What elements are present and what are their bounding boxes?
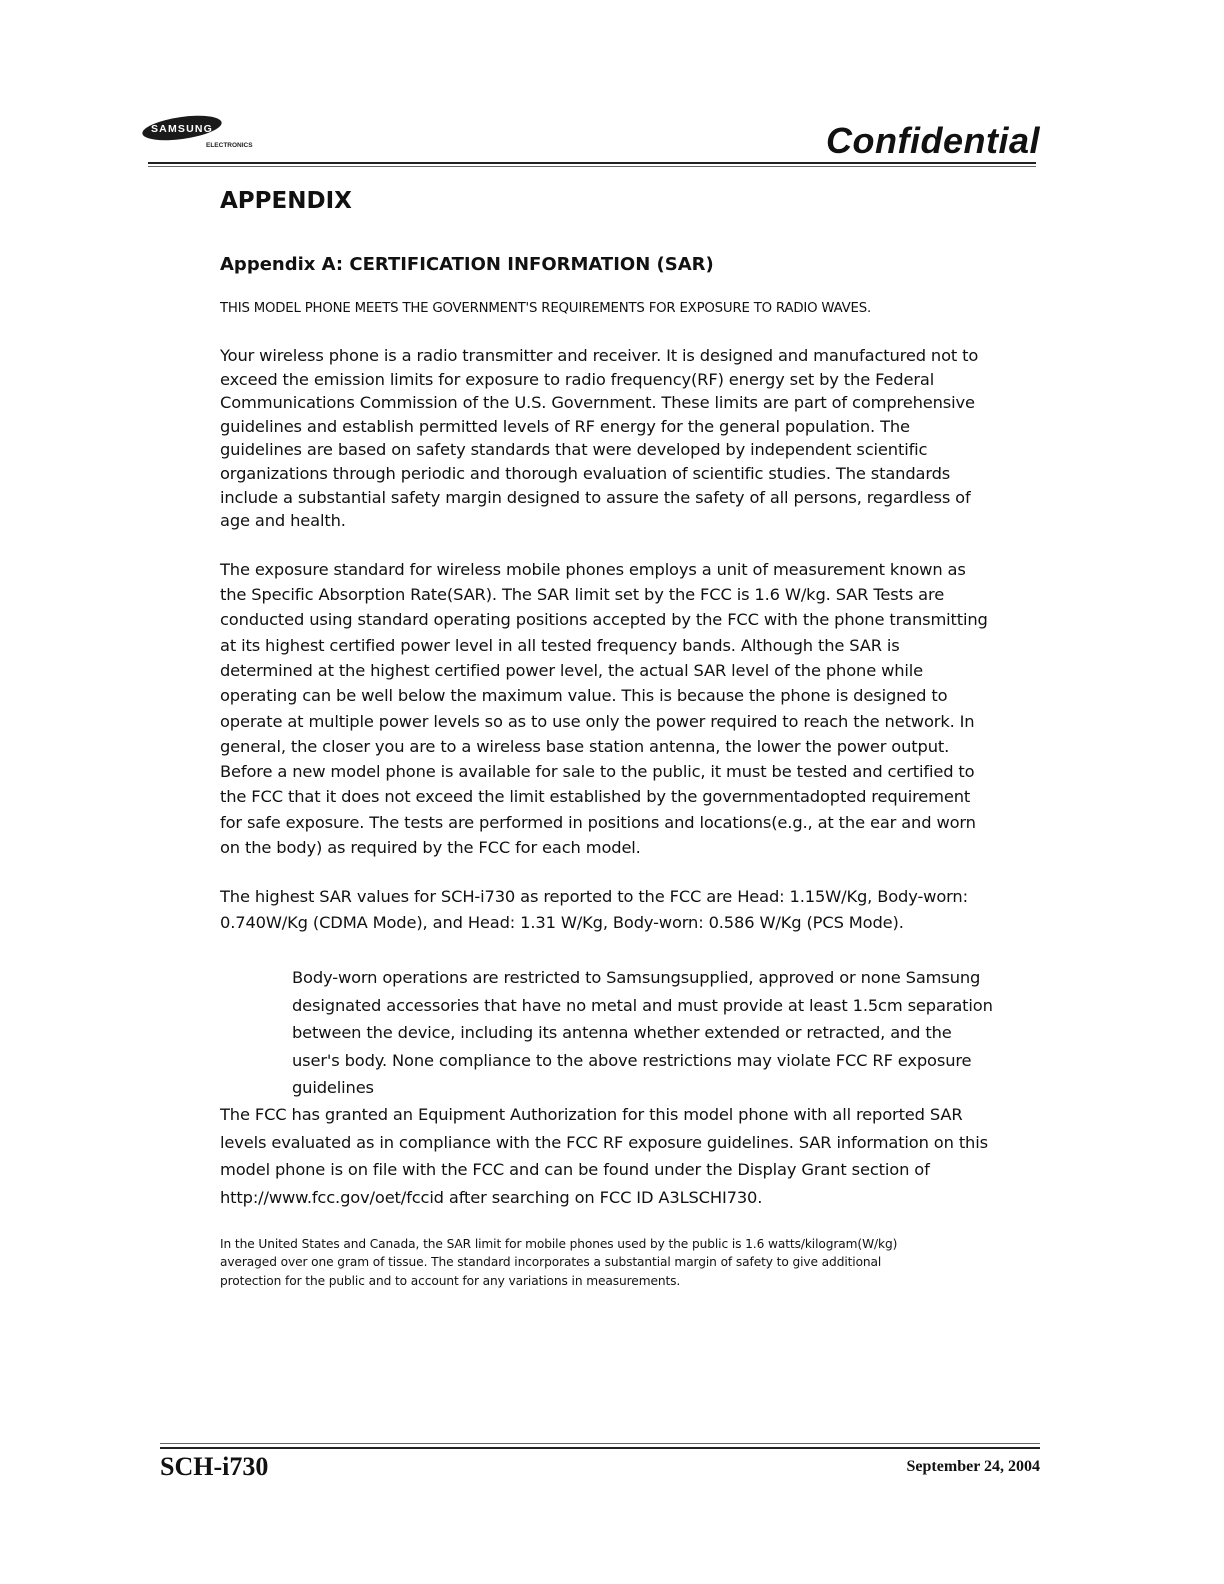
section-title: Appendix A: CERTIFICATION INFORMATION (SAR) [220, 254, 714, 275]
paragraph-body-worn: Body-worn operations are restricted to Samsungsupplied, approved or none Samsung designated accessories that have no metal and must provide at least 1.5cm separation between the device, including its antenna whether extended or retracted, and the user's body. None compliance to the above restrictions may violate FCC RF exposure guidelines [292, 968, 993, 1097]
paragraph-sar-values: The highest SAR values for SCH-i730 as reported to the FCC are Head: 1.15W/Kg, Body-worn: 0.740W/Kg (CDMA Mode), and Head: 1.31 W/Kg, Body-worn: 0.586 W/Kg (PCS Mode). [220, 887, 968, 933]
footer-rule [160, 1447, 1040, 1449]
page-title: APPENDIX [220, 188, 352, 214]
document-body [220, 188, 995, 1290]
paragraph-emission-limits: Your wireless phone is a radio transmitter and receiver. It is designed and manufactured not to exceed the emission limits for exposure to radio frequency(RF) energy set by the Federal Communications Commission of the U.S. Government. These limits are part of comprehensive guidelines and establish permitted levels of RF energy for the general population. The guidelines are based on safety standards that were developed by independent scientific organizations through periodic and thorough evaluation of scientific studies. The standards include a substantial safety margin designed to assure the safety of all persons, regardless of age and health. [220, 346, 979, 531]
fine-print: In the United States and Canada, the SAR limit for mobile phones used by the public is 1.6 watts/kilogram(W/kg) averaged over one gram of tissue. The standard incorporates a substantial margin of safety to give additional protection for the public and to account for any variations in measurements. [220, 1236, 898, 1288]
header-rule [148, 162, 1036, 164]
exposure-statement: THIS MODEL PHONE MEETS THE GOVERNMENT'S REQUIREMENTS FOR EXPOSURE TO RADIO WAVES. [220, 301, 872, 316]
footer-model: SCH-i730 [160, 1452, 269, 1481]
paragraph-fcc-authorization: The FCC has granted an Equipment Authorization for this model phone with all reported SAR levels evaluated as in compliance with the FCC RF exposure guidelines. SAR information on this model phone is on file with the FCC and can be found under the Display Grant section of http://www.fcc.gov/oet/fccid after searching on FCC ID A3LSCHI730. [220, 1105, 988, 1207]
logo-sub-text: ELECTRONICS [206, 142, 253, 149]
confidential-label: Confidential [826, 120, 1040, 161]
footer-date: September 24, 2004 [906, 1458, 1040, 1475]
samsung-logo [140, 112, 290, 152]
footer-rule-shadow [160, 1443, 1040, 1444]
paragraph-sar-standard: The exposure standard for wireless mobile phones employs a unit of measurement known as the Specific Absorption Rate(SAR). The SAR limit set by the FCC is 1.6 W/kg. SAR Tests are conducted using standard operating positions accepted by the FCC with the phone transmitting at its highest certified power level in all tested frequency bands. Although the SAR is determined at the highest certified power level, the actual SAR level of the phone while operating can be well below the maximum value. This is because the phone is designed to operate at multiple power levels so as to use only the power required to reach the network. In general, the closer you are to a wireless base station antenna, the lower the power output. Before a new model phone is available for sale to the public, it must be tested and certified to the FCC that it does not exceed the limit established by the governmentadopted requirement for safe exposure. The tests are performed in positions and locations(e.g., at the ear and worn on the body) as required by the FCC for each model. [220, 559, 988, 858]
logo-brand-text: SAMSUNG [150, 123, 214, 135]
header-rule-shadow [148, 166, 1036, 167]
